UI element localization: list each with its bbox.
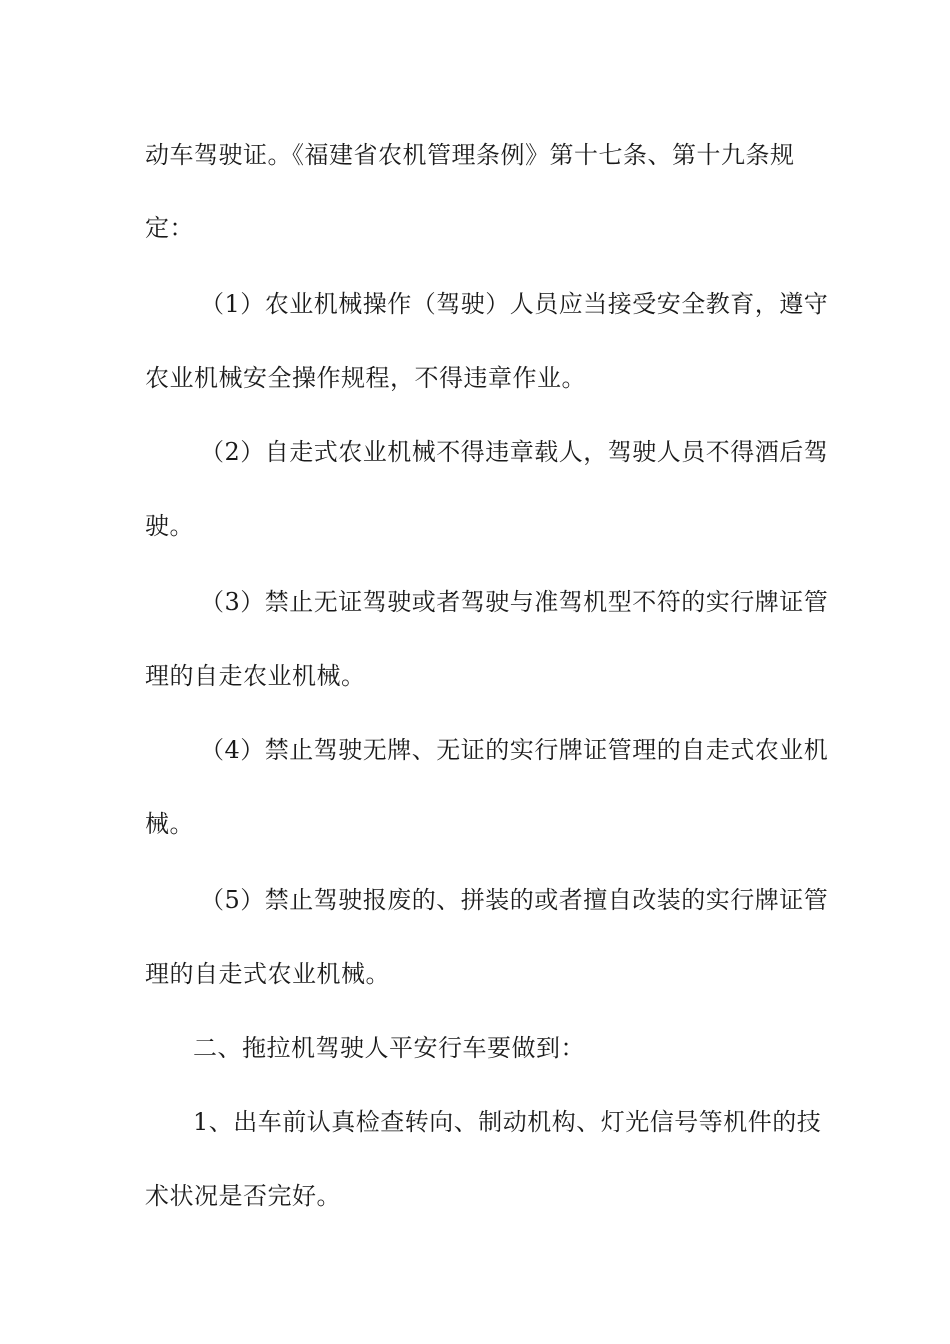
text-line: 械。 [145, 810, 194, 838]
numbered-item-1: 1、出车前认真检查转向、制动机构、灯光信号等机件的技 [193, 1108, 822, 1136]
text-line: 理的自走式农业机械。 [145, 960, 390, 988]
text-line: 驶。 [145, 512, 194, 540]
list-item-5: （5）禁止驾驶报废的、拼装的或者擅自改装的实行牌证管 [200, 886, 829, 914]
list-item-2: （2）自走式农业机械不得违章载人，驾驶人员不得酒后驾 [200, 438, 829, 466]
text-line: 定： [145, 214, 194, 242]
section-heading: 二、拖拉机驾驶人平安行车要做到： [193, 1034, 585, 1062]
text-line: 术状况是否完好。 [145, 1182, 341, 1210]
list-item-4: （4）禁止驾驶无牌、无证的实行牌证管理的自走式农业机 [200, 736, 829, 764]
text-line: 理的自走农业机械。 [145, 662, 366, 690]
list-item-3: （3）禁止无证驾驶或者驾驶与准驾机型不符的实行牌证管 [200, 588, 829, 616]
text-line: 农业机械安全操作规程，不得违章作业。 [145, 364, 586, 392]
text-line: 动车驾驶证。《福建省农机管理条例》第十七条、第十九条规 [145, 141, 795, 169]
list-item-1: （1）农业机械操作（驾驶）人员应当接受安全教育，遵守 [200, 290, 829, 318]
